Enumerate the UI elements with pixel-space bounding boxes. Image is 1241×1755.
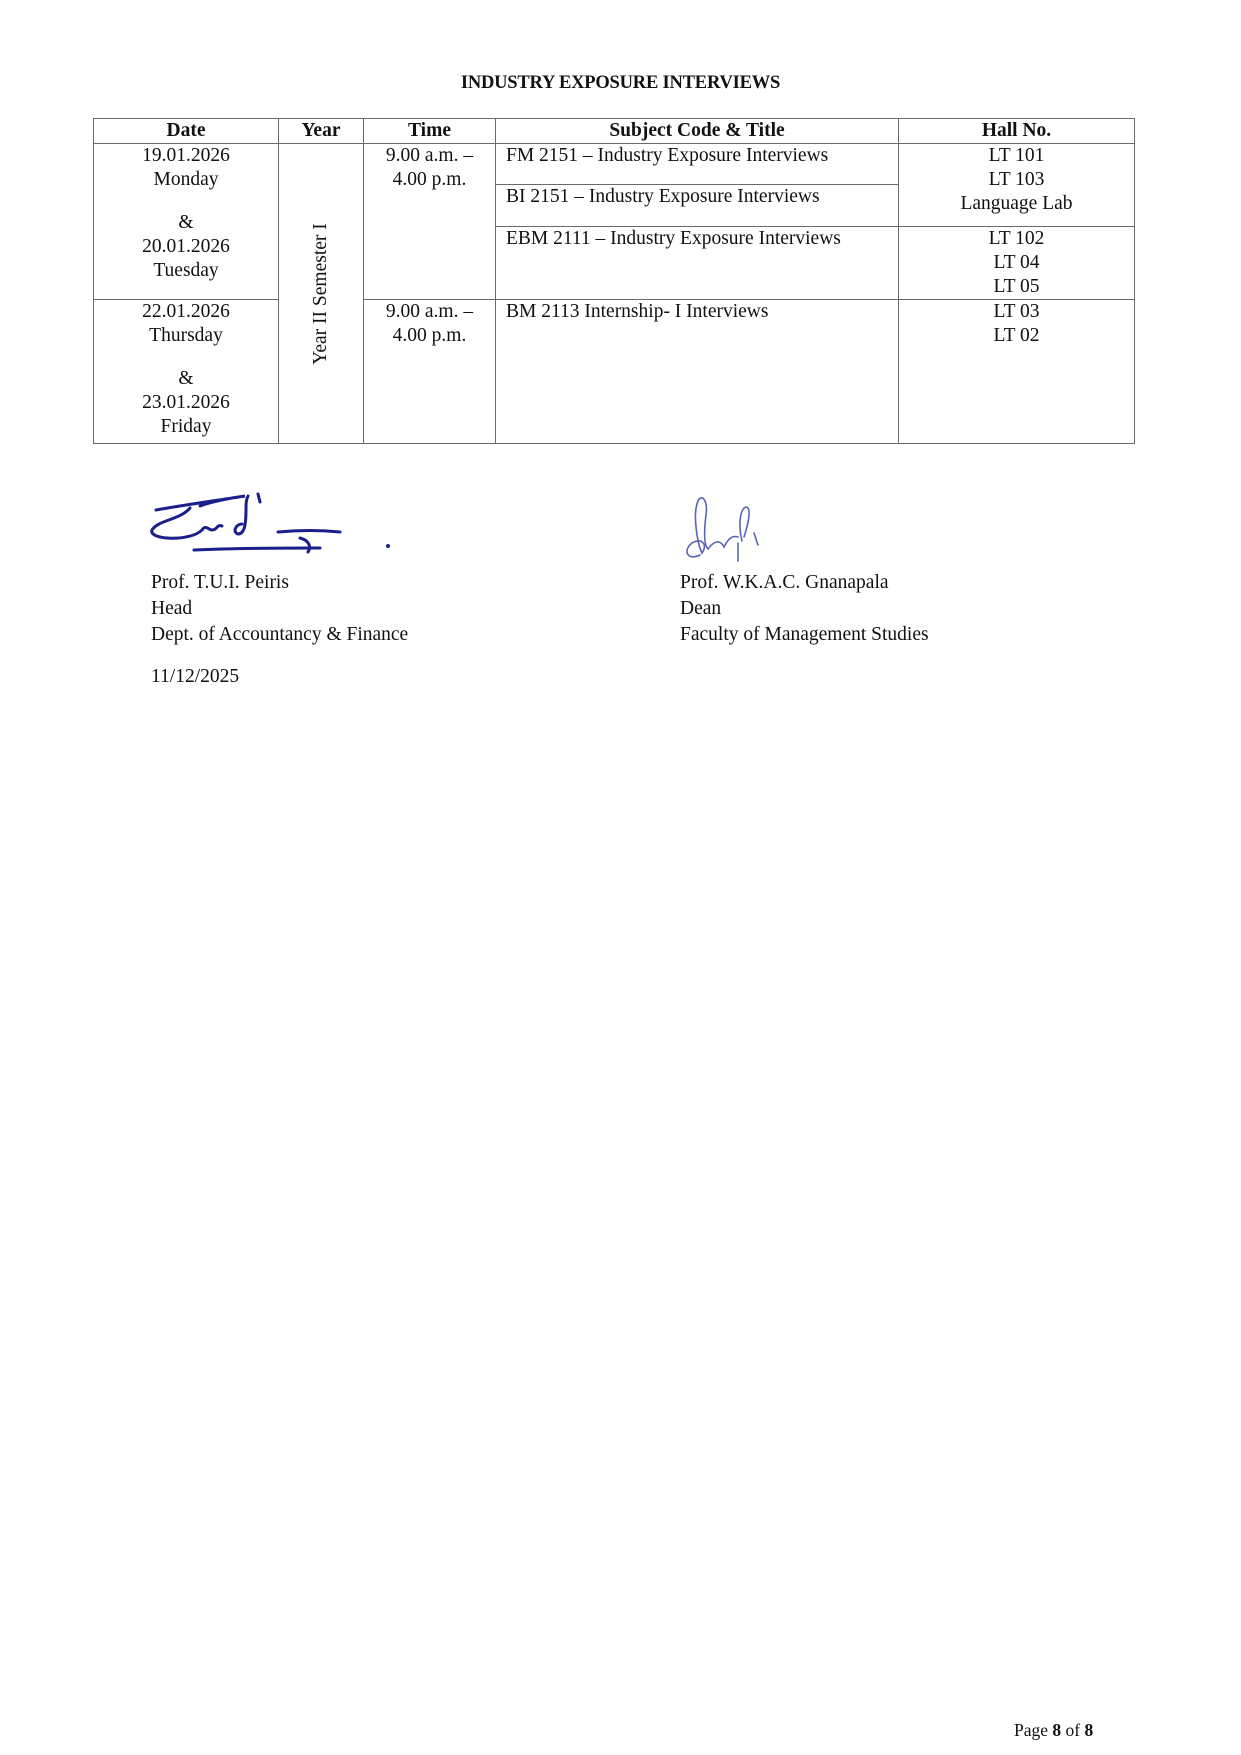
hall-cell xyxy=(899,227,1135,300)
hall-cell xyxy=(899,300,1135,444)
subject-cell: EBM 2111 – Industry Exposure Interviews xyxy=(496,227,899,300)
signatory-1 xyxy=(151,570,408,648)
day-text: Tuesday xyxy=(153,260,219,281)
date-text: 20.01.2026 xyxy=(142,236,230,257)
signature-2-image xyxy=(680,495,800,565)
hall-text: Language Lab xyxy=(960,193,1073,214)
table-header-row xyxy=(94,119,1135,144)
year-cell xyxy=(279,144,364,444)
page-of: of xyxy=(1061,1720,1085,1740)
signatory-name: Prof. T.U.I. Peiris xyxy=(151,572,289,593)
time-cell xyxy=(364,144,496,300)
hall-text: LT 103 xyxy=(988,169,1045,190)
signatory-role: Head xyxy=(151,598,193,619)
hall-text: LT 05 xyxy=(993,276,1040,297)
header-subject: Subject Code & Title xyxy=(496,119,899,144)
document-title: INDUSTRY EXPOSURE INTERVIEWS xyxy=(460,73,781,93)
time-cell xyxy=(364,300,496,444)
schedule-table xyxy=(93,118,1135,444)
time-start: 9.00 a.m. – xyxy=(385,301,474,322)
year-label: Year II Semester I xyxy=(310,222,331,365)
date-cell xyxy=(94,300,279,444)
subject-cell: BI 2151 – Industry Exposure Interviews xyxy=(496,185,899,227)
hall-text: LT 02 xyxy=(993,325,1040,346)
day-text: Monday xyxy=(153,169,219,190)
day-text: Thursday xyxy=(149,325,223,346)
ampersand-text: & xyxy=(178,212,194,233)
issue-date: 11/12/2025 xyxy=(151,666,240,687)
date-text: 23.01.2026 xyxy=(142,392,230,413)
header-year: Year xyxy=(279,119,364,144)
time-end: 4.00 p.m. xyxy=(392,325,467,346)
page-total: 8 xyxy=(1084,1720,1094,1740)
table-row xyxy=(94,300,1135,444)
time-start: 9.00 a.m. – xyxy=(385,145,474,166)
date-text: 22.01.2026 xyxy=(142,301,230,322)
hall-text: LT 04 xyxy=(993,252,1040,273)
page-prefix: Page xyxy=(1014,1720,1053,1740)
hall-cell xyxy=(899,144,1135,227)
header-date: Date xyxy=(94,119,279,144)
spacer xyxy=(94,192,278,211)
ampersand-text: & xyxy=(178,368,194,389)
hall-text: LT 102 xyxy=(988,228,1045,249)
header-time: Time xyxy=(364,119,496,144)
signatory-2 xyxy=(680,570,929,648)
signatory-unit: Faculty of Management Studies xyxy=(680,624,929,645)
signatory-role: Dean xyxy=(680,598,722,619)
header-hall: Hall No. xyxy=(899,119,1135,144)
spacer xyxy=(94,348,278,367)
date-cell xyxy=(94,144,279,300)
hall-text: LT 101 xyxy=(988,145,1045,166)
signatory-unit: Dept. of Accountancy & Finance xyxy=(151,624,409,645)
signatory-name: Prof. W.K.A.C. Gnanapala xyxy=(680,572,889,593)
page-current: 8 xyxy=(1052,1720,1062,1740)
page-number xyxy=(1014,1720,1093,1741)
signature-1-image xyxy=(150,490,410,560)
date-text: 19.01.2026 xyxy=(142,145,230,166)
hall-text: LT 03 xyxy=(993,301,1040,322)
table-row xyxy=(94,144,1135,185)
day-text: Friday xyxy=(160,416,212,437)
subject-cell: BM 2113 Internship- I Interviews xyxy=(496,300,899,444)
subject-cell: FM 2151 – Industry Exposure Interviews xyxy=(496,144,899,185)
time-end: 4.00 p.m. xyxy=(392,169,467,190)
